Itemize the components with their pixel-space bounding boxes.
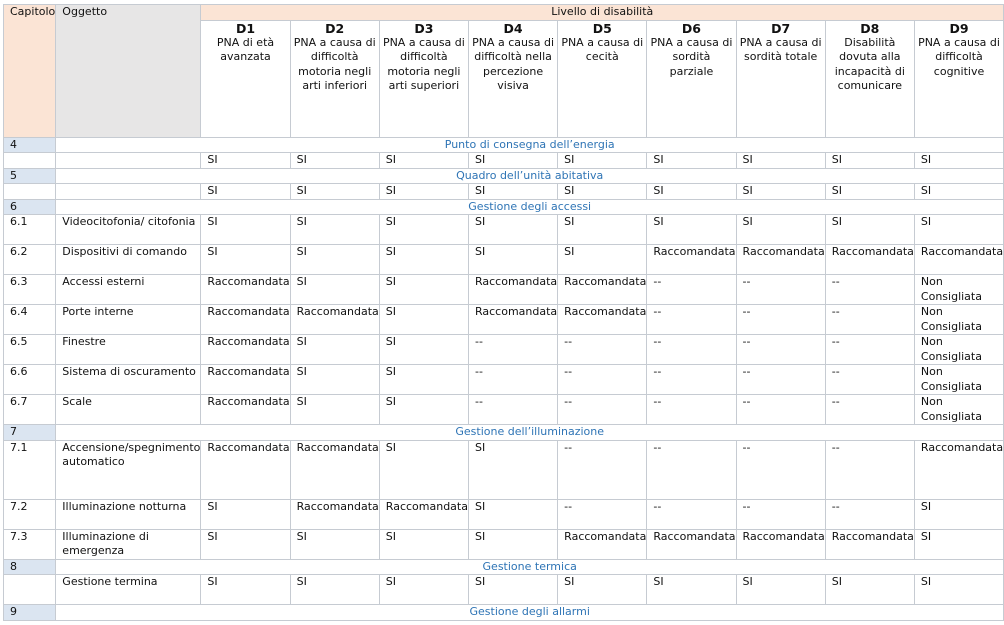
- value-cell-d9: Non Consigliata: [914, 365, 1003, 395]
- value-cell-d2: SI: [290, 245, 379, 275]
- table-row: [4, 184, 1004, 200]
- value-cell-d6: SI: [647, 215, 736, 245]
- value-cell-d6: --: [647, 499, 736, 529]
- value-cell-d8: SI: [825, 575, 914, 605]
- value-cell-d9: SI: [914, 184, 1003, 200]
- section-number: 5: [4, 168, 56, 184]
- value-cell-d7: --: [736, 365, 825, 395]
- value-cell-d1: SI: [201, 215, 290, 245]
- header-d8: [825, 20, 914, 137]
- value-cell-d4: SI: [468, 499, 557, 529]
- value-cell-d5: --: [558, 499, 647, 529]
- value-cell-d6: SI: [647, 153, 736, 169]
- value-cell-d8: --: [825, 305, 914, 335]
- section-row: [4, 559, 1004, 575]
- object-cell: Finestre: [56, 335, 201, 365]
- chapter-cell: 6.3: [4, 275, 56, 305]
- header-code: D9: [949, 20, 969, 36]
- value-cell-d2: SI: [290, 529, 379, 559]
- header-description: PNA a causa di difficoltà cognitive: [918, 35, 1000, 78]
- value-cell-d3: SI: [379, 245, 468, 275]
- section-number: 6: [4, 199, 56, 215]
- object-cell: Dispositivi di comando: [56, 245, 201, 275]
- value-cell-d4: SI: [468, 184, 557, 200]
- value-cell-d1: Raccomandata: [201, 335, 290, 365]
- value-cell-d6: SI: [647, 575, 736, 605]
- value-cell-d8: SI: [825, 153, 914, 169]
- value-cell-d7: SI: [736, 153, 825, 169]
- header-code: D5: [592, 20, 612, 36]
- value-cell-d1: SI: [201, 575, 290, 605]
- value-cell-d4: SI: [468, 575, 557, 605]
- value-cell-d3: SI: [379, 215, 468, 245]
- header-d6: [647, 20, 736, 137]
- value-cell-d3: SI: [379, 335, 468, 365]
- chapter-cell: 6.2: [4, 245, 56, 275]
- chapter-cell: 6.5: [4, 335, 56, 365]
- value-cell-d7: SI: [736, 575, 825, 605]
- header-d9: [914, 20, 1003, 137]
- table-row: [4, 305, 1004, 335]
- chapter-cell: 6.1: [4, 215, 56, 245]
- value-cell-d5: --: [558, 440, 647, 499]
- value-cell-d8: Raccomandata: [825, 245, 914, 275]
- value-cell-d3: SI: [379, 184, 468, 200]
- value-cell-d8: SI: [825, 215, 914, 245]
- object-cell: Sistema di oscuramento: [56, 365, 201, 395]
- header-code: D6: [681, 20, 701, 36]
- value-cell-d5: SI: [558, 184, 647, 200]
- object-cell: Gestione termina: [56, 575, 201, 605]
- section-number: 8: [4, 559, 56, 575]
- value-cell-d7: --: [736, 275, 825, 305]
- value-cell-d9: SI: [914, 529, 1003, 559]
- value-cell-d9: Raccomandata: [914, 245, 1003, 275]
- value-cell-d4: SI: [468, 245, 557, 275]
- table-row: [4, 365, 1004, 395]
- header-d3: [379, 20, 468, 137]
- value-cell-d9: Non Consigliata: [914, 305, 1003, 335]
- value-cell-d2: SI: [290, 395, 379, 425]
- value-cell-d3: Raccomandata: [379, 499, 468, 529]
- section-row: [4, 168, 1004, 184]
- value-cell-d8: --: [825, 499, 914, 529]
- value-cell-d2: Raccomandata: [290, 499, 379, 529]
- header-code: D1: [235, 20, 256, 36]
- value-cell-d7: --: [736, 440, 825, 499]
- value-cell-d4: SI: [468, 215, 557, 245]
- header-description: PNA a causa di difficoltà nella percezione visiva: [472, 35, 555, 92]
- section-title: Gestione degli allarmi: [56, 605, 1004, 621]
- value-cell-d7: SI: [736, 184, 825, 200]
- value-cell-d2: Raccomandata: [290, 305, 379, 335]
- value-cell-d3: SI: [379, 305, 468, 335]
- value-cell-d3: SI: [379, 529, 468, 559]
- value-cell-d2: Raccomandata: [290, 440, 379, 499]
- value-cell-d6: --: [647, 365, 736, 395]
- section-row: [4, 605, 1004, 621]
- table-row: [4, 153, 1004, 169]
- value-cell-d5: Raccomandata: [558, 275, 647, 305]
- header-code: D8: [860, 20, 880, 36]
- value-cell-d1: Raccomandata: [201, 275, 290, 305]
- value-cell-d1: SI: [201, 529, 290, 559]
- value-cell-d7: --: [736, 499, 825, 529]
- section-title: Gestione degli accessi: [56, 199, 1004, 215]
- value-cell-d5: Raccomandata: [558, 529, 647, 559]
- table-row: [4, 245, 1004, 275]
- value-cell-d3: SI: [379, 275, 468, 305]
- header-oggetto: Oggetto: [56, 5, 201, 138]
- value-cell-d5: SI: [558, 215, 647, 245]
- object-cell: [56, 153, 201, 169]
- object-cell: Accensione/spegnimento automatico: [56, 440, 201, 499]
- object-cell: Videocitofonia/ citofonia: [56, 215, 201, 245]
- section-title: Gestione dell’illuminazione: [56, 425, 1004, 441]
- chapter-cell: 7.1: [4, 440, 56, 499]
- header-description: Disabilità dovuta alla incapacità di comunicare: [834, 35, 905, 92]
- value-cell-d3: SI: [379, 365, 468, 395]
- chapter-cell: [4, 153, 56, 169]
- value-cell-d1: Raccomandata: [201, 305, 290, 335]
- value-cell-d5: SI: [558, 245, 647, 275]
- header-description: PNA a causa di cecità: [561, 35, 644, 63]
- value-cell-d2: SI: [290, 215, 379, 245]
- value-cell-d5: Raccomandata: [558, 305, 647, 335]
- section-title: Punto di consegna dell’energia: [56, 137, 1004, 153]
- table-row: [4, 440, 1004, 499]
- value-cell-d7: Raccomandata: [736, 529, 825, 559]
- section-row: [4, 137, 1004, 153]
- value-cell-d9: SI: [914, 575, 1003, 605]
- value-cell-d5: SI: [558, 153, 647, 169]
- value-cell-d4: SI: [468, 153, 557, 169]
- header-d5: [558, 20, 647, 137]
- header-description: PNA di età avanzata: [216, 35, 275, 63]
- table-row: [4, 529, 1004, 559]
- section-number: 9: [4, 605, 56, 621]
- object-cell: [56, 184, 201, 200]
- header-code: D2: [325, 20, 345, 36]
- object-cell: Accessi esterni: [56, 275, 201, 305]
- value-cell-d9: SI: [914, 499, 1003, 529]
- value-cell-d9: Non Consigliata: [914, 275, 1003, 305]
- header-code: D7: [771, 20, 791, 36]
- table-row: [4, 275, 1004, 305]
- section-number: 4: [4, 137, 56, 153]
- value-cell-d5: --: [558, 365, 647, 395]
- header-d2: [290, 20, 379, 137]
- value-cell-d4: --: [468, 335, 557, 365]
- chapter-cell: [4, 184, 56, 200]
- table-row: [4, 575, 1004, 605]
- value-cell-d6: --: [647, 395, 736, 425]
- value-cell-d1: Raccomandata: [201, 440, 290, 499]
- value-cell-d6: Raccomandata: [647, 245, 736, 275]
- header-code: D4: [503, 20, 523, 36]
- table-row: [4, 499, 1004, 529]
- value-cell-d7: --: [736, 305, 825, 335]
- header-livello-disabilita: Livello di disabilità: [201, 5, 1004, 21]
- value-cell-d2: SI: [290, 365, 379, 395]
- value-cell-d7: --: [736, 335, 825, 365]
- value-cell-d6: --: [647, 440, 736, 499]
- header-code: D3: [414, 20, 434, 36]
- table-row: [4, 335, 1004, 365]
- value-cell-d6: --: [647, 305, 736, 335]
- value-cell-d8: --: [825, 365, 914, 395]
- value-cell-d1: SI: [201, 153, 290, 169]
- value-cell-d9: Non Consigliata: [914, 395, 1003, 425]
- value-cell-d2: SI: [290, 184, 379, 200]
- value-cell-d3: SI: [379, 395, 468, 425]
- value-cell-d4: SI: [468, 529, 557, 559]
- value-cell-d8: --: [825, 440, 914, 499]
- header-description: PNA a causa di sordità parziale: [650, 35, 733, 78]
- value-cell-d4: SI: [468, 440, 557, 499]
- object-cell: Scale: [56, 395, 201, 425]
- value-cell-d9: Raccomandata: [914, 440, 1003, 499]
- value-cell-d2: SI: [290, 575, 379, 605]
- value-cell-d1: Raccomandata: [201, 395, 290, 425]
- value-cell-d6: SI: [647, 184, 736, 200]
- header-description: PNA a causa di difficoltà motoria negli arti inferiori: [293, 35, 376, 92]
- value-cell-d4: --: [468, 365, 557, 395]
- header-d7: [736, 20, 825, 137]
- value-cell-d8: Raccomandata: [825, 529, 914, 559]
- disability-table: [3, 4, 1004, 621]
- section-number: 7: [4, 425, 56, 441]
- header-capitolo: Capitolo: [4, 5, 56, 138]
- value-cell-d9: SI: [914, 153, 1003, 169]
- value-cell-d6: Raccomandata: [647, 529, 736, 559]
- value-cell-d9: SI: [914, 215, 1003, 245]
- header-d4: [468, 20, 557, 137]
- object-cell: Illuminazione di emergenza: [56, 529, 201, 559]
- chapter-cell: 6.7: [4, 395, 56, 425]
- value-cell-d2: SI: [290, 335, 379, 365]
- value-cell-d8: --: [825, 275, 914, 305]
- value-cell-d7: SI: [736, 215, 825, 245]
- value-cell-d8: SI: [825, 184, 914, 200]
- value-cell-d5: --: [558, 395, 647, 425]
- value-cell-d6: --: [647, 335, 736, 365]
- object-cell: Porte interne: [56, 305, 201, 335]
- value-cell-d3: SI: [379, 153, 468, 169]
- value-cell-d1: SI: [201, 245, 290, 275]
- value-cell-d7: Raccomandata: [736, 245, 825, 275]
- value-cell-d6: --: [647, 275, 736, 305]
- value-cell-d7: --: [736, 395, 825, 425]
- value-cell-d4: --: [468, 395, 557, 425]
- chapter-cell: 7.3: [4, 529, 56, 559]
- value-cell-d1: SI: [201, 184, 290, 200]
- value-cell-d3: SI: [379, 575, 468, 605]
- value-cell-d3: SI: [379, 440, 468, 499]
- chapter-cell: [4, 575, 56, 605]
- table-row: [4, 395, 1004, 425]
- value-cell-d8: --: [825, 395, 914, 425]
- section-row: [4, 425, 1004, 441]
- value-cell-d8: --: [825, 335, 914, 365]
- value-cell-d4: Raccomandata: [468, 305, 557, 335]
- section-title: Quadro dell’unità abitativa: [56, 168, 1004, 184]
- value-cell-d1: SI: [201, 499, 290, 529]
- value-cell-d2: SI: [290, 275, 379, 305]
- value-cell-d1: Raccomandata: [201, 365, 290, 395]
- chapter-cell: 6.6: [4, 365, 56, 395]
- value-cell-d4: Raccomandata: [468, 275, 557, 305]
- chapter-cell: 7.2: [4, 499, 56, 529]
- table-row: [4, 215, 1004, 245]
- value-cell-d5: SI: [558, 575, 647, 605]
- value-cell-d2: SI: [290, 153, 379, 169]
- header-description: PNA a causa di sordità totale: [739, 35, 822, 63]
- section-row: [4, 199, 1004, 215]
- header-d1: [201, 20, 290, 137]
- chapter-cell: 6.4: [4, 305, 56, 335]
- object-cell: Illuminazione notturna: [56, 499, 201, 529]
- value-cell-d5: --: [558, 335, 647, 365]
- section-title: Gestione termica: [56, 559, 1004, 575]
- value-cell-d9: Non Consigliata: [914, 335, 1003, 365]
- header-description: PNA a causa di difficoltà motoria negli arti superiori: [382, 35, 465, 92]
